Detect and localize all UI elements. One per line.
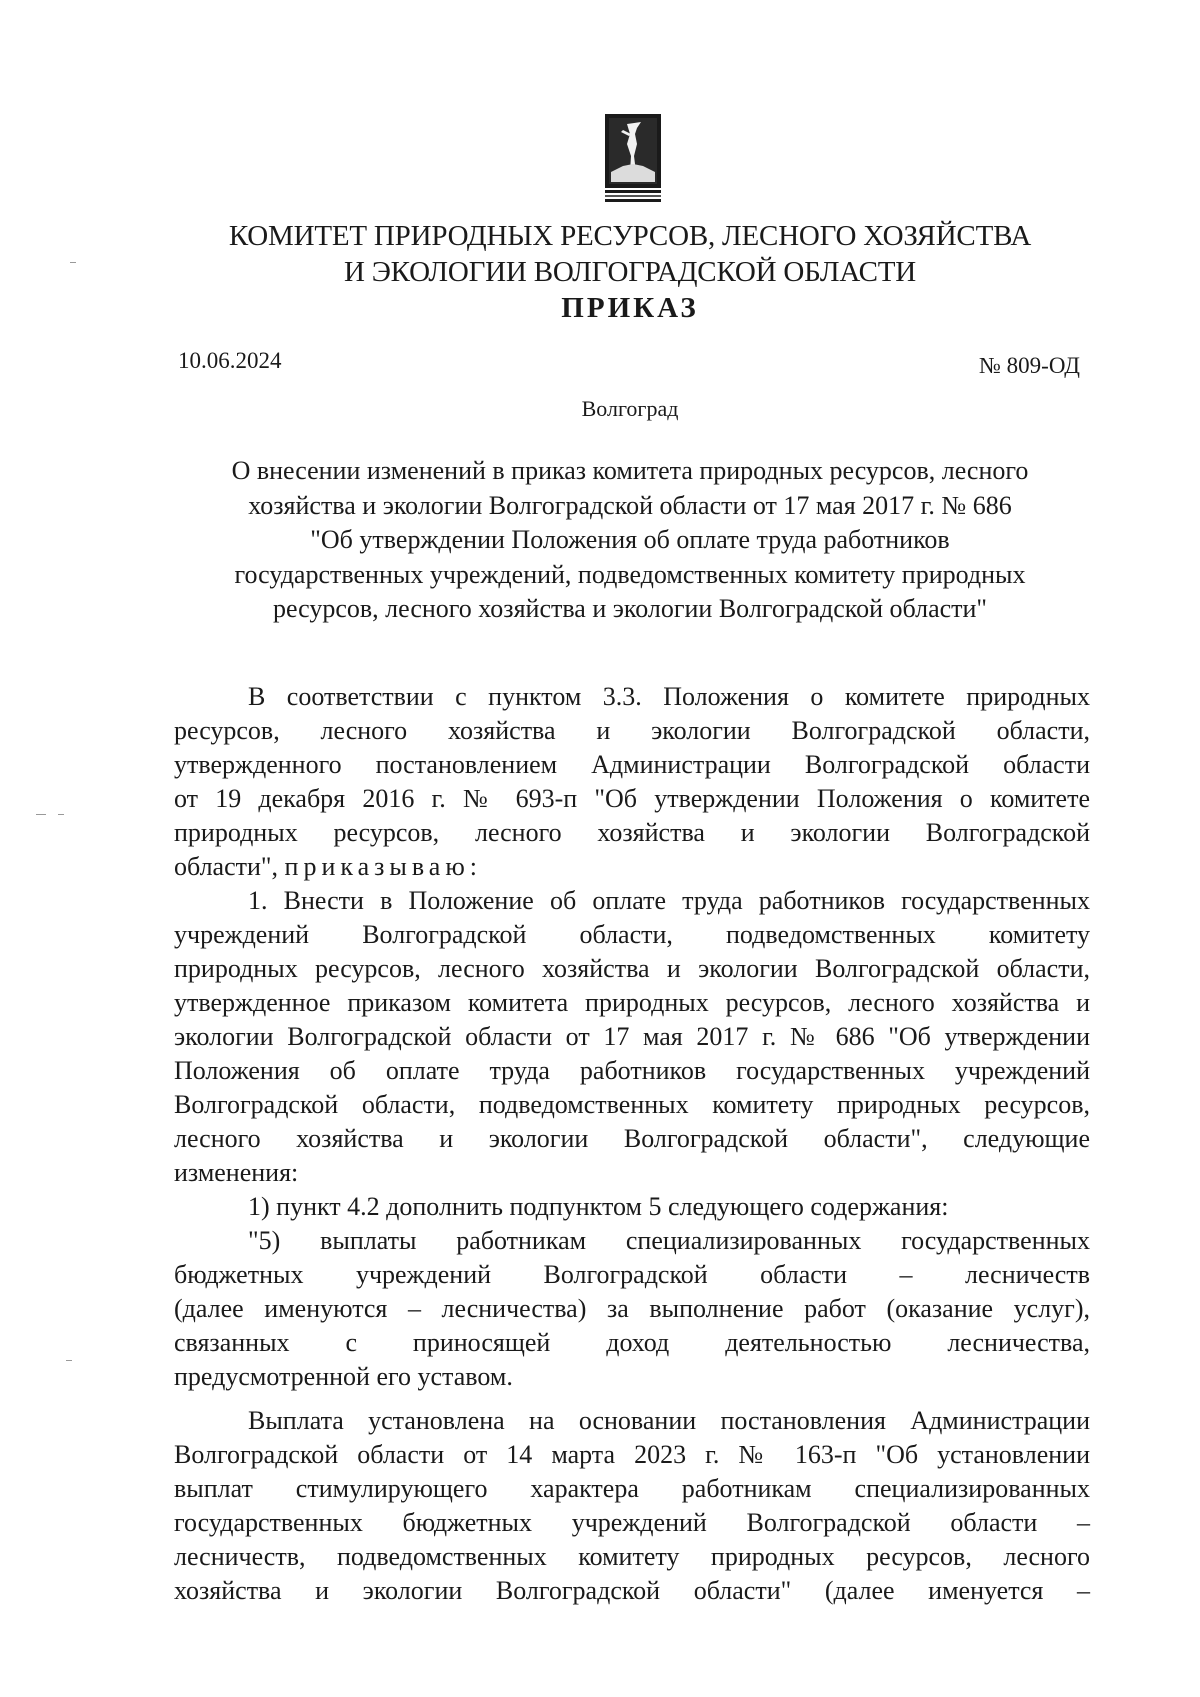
body-line: природных ресурсов, лесного хозяйства и экологии Волгоградской <box>174 818 1090 847</box>
body-line: Выплата установлена на основании постановления Администрации <box>248 1406 1090 1435</box>
organization-name-line-2: И ЭКОЛОГИИ ВОЛГОГРАДСКОЙ ОБЛАСТИ <box>343 256 917 288</box>
body-line: "5) выплаты работникам специализированных государственных <box>248 1226 1090 1255</box>
body-line: Положения об оплате труда работников государственных учреждений <box>174 1056 1090 1085</box>
body-text: области", <box>174 852 285 881</box>
body-line: ресурсов, лесного хозяйства и экологии Волгоградской области, <box>174 716 1090 745</box>
body-line: экологии Волгоградской области от 17 мая 2017 г. № 686 "Об утверждении <box>174 1022 1090 1051</box>
body-line: утвержденного постановлением Администрации Волгоградской области <box>174 750 1090 779</box>
order-number: № 809-ОД <box>978 353 1080 378</box>
body-line: от 19 декабря 2016 г. № 693-п "Об утверждении Положения о комитете <box>174 784 1090 813</box>
body-line: выплат стимулирующего характера работникам специализированных <box>174 1474 1090 1503</box>
body-line: лесничеств, подведомственных комитету природных ресурсов, лесного <box>174 1542 1090 1571</box>
document-body <box>174 680 1090 1608</box>
body-line: государственных бюджетных учреждений Волгоградской области – <box>174 1508 1090 1537</box>
body-line: (далее именуются – лесничества) за выполнение работ (оказание услуг), <box>174 1294 1090 1323</box>
body-line: бюджетных учреждений Волгоградской области – лесничеств <box>174 1260 1090 1289</box>
body-line: предусмотренной его уставом. <box>174 1362 513 1391</box>
order-verb: приказываю: <box>284 852 482 881</box>
body-line: изменения: <box>174 1158 299 1187</box>
scan-mark <box>66 1360 72 1361</box>
body-line: Волгоградской области, подведомственных комитету природных ресурсов, <box>174 1090 1090 1119</box>
body-line: утвержденное приказом комитета природных ресурсов, лесного хозяйства и <box>174 988 1090 1017</box>
organization-name-line-1: КОМИТЕТ ПРИРОДНЫХ РЕСУРСОВ, ЛЕСНОГО ХОЗЯЙСТВА <box>228 220 1032 252</box>
scan-mark <box>70 262 76 263</box>
body-line: В соответствии с пунктом 3.3. Положения о комитете природных <box>248 682 1090 711</box>
city-name: Волгоград <box>581 396 679 421</box>
body-line: хозяйства и экологии Волгоградской области" (далее именуется – <box>174 1576 1090 1605</box>
body-line: учреждений Волгоградской области, подведомственных комитету <box>174 920 1090 949</box>
document-type-title: ПРИКАЗ <box>561 292 699 324</box>
body-line <box>174 850 1090 884</box>
subject-line: ресурсов, лесного хозяйства и экологии Волгоградской области" <box>272 594 988 623</box>
coat-of-arms-emblem <box>603 112 663 204</box>
order-date: 10.06.2024 <box>178 348 282 373</box>
subject-line: хозяйства и экологии Волгоградской области от 17 мая 2017 г. № 686 <box>248 490 1012 520</box>
body-line: 1. Внести в Положение об оплате труда работников государственных <box>248 886 1090 915</box>
scan-mark <box>36 814 46 815</box>
order-subject <box>180 454 1080 627</box>
body-line: лесного хозяйства и экологии Волгоградской области", следующие <box>174 1124 1090 1153</box>
subject-line: государственных учреждений, подведомственных комитету природных <box>234 559 1026 589</box>
body-line: связанных с приносящей доход деятельностью лесничества, <box>174 1328 1090 1357</box>
subject-line: О внесении изменений в приказ комитета природных ресурсов, лесного <box>231 456 1029 485</box>
scan-mark <box>58 814 64 815</box>
subject-line: "Об утверждении Положения об оплате труда работников <box>310 525 950 554</box>
body-line: Волгоградской области от 14 марта 2023 г. № 163-п "Об установлении <box>174 1440 1090 1469</box>
body-line: 1) пункт 4.2 дополнить подпунктом 5 следующего содержания: <box>248 1192 949 1221</box>
body-line: природных ресурсов, лесного хозяйства и экологии Волгоградской области, <box>174 954 1090 983</box>
